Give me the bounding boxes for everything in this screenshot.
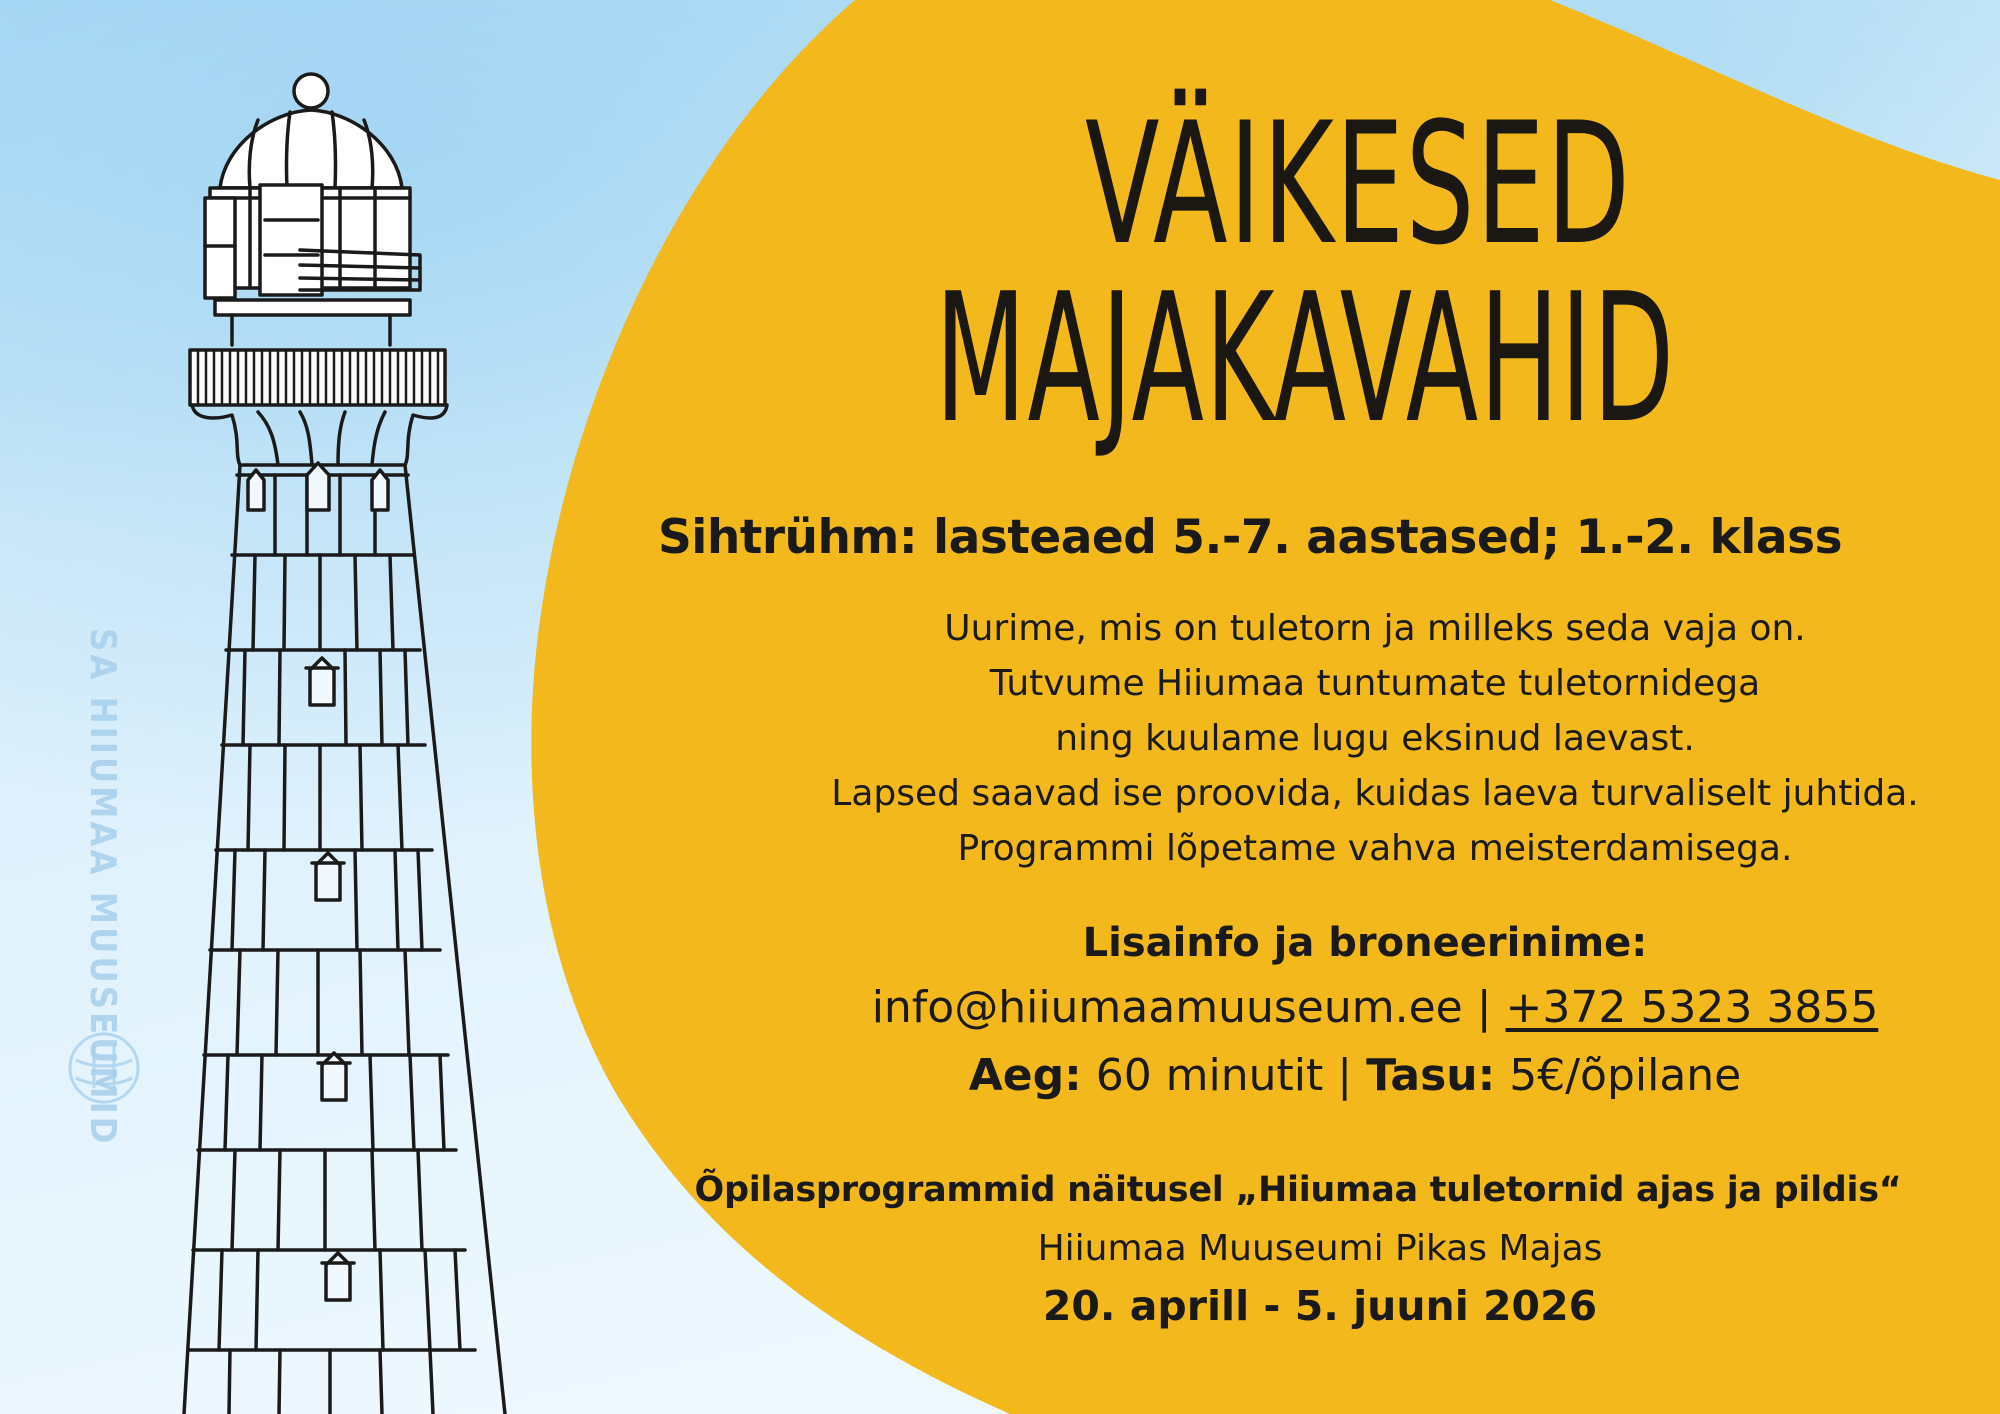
exhibition-title: Õpilasprogrammid näitusel „Hiiumaa tuletornid ajas ja pildis“ — [694, 1170, 1902, 1210]
description-line: Programmi lõpetame vahva meisterdamisega. — [957, 828, 1793, 869]
phone-link[interactable]: +372 5323 3855 — [1505, 982, 1879, 1033]
contact-separator: | — [1462, 982, 1506, 1033]
exhibition-dates: 20. aprill - 5. juuni 2026 — [1042, 1282, 1598, 1330]
time-value: 60 minutit | — [1081, 1050, 1367, 1101]
logo-text: SA HIIUMAA MUUSEUMID — [82, 628, 123, 1147]
booking-heading: Lisainfo ja broneerinime: — [1082, 920, 1648, 966]
fee-label: Tasu: — [1366, 1050, 1496, 1101]
description-line: Lapsed saavad ise proovida, kuidas laeva turvaliselt juhtida. — [831, 773, 1919, 814]
duration-fee-line — [675, 1050, 2000, 1101]
contact-line — [695, 982, 2000, 1033]
title-line-2: MAJAKAVAHID — [935, 255, 1676, 462]
poster-content — [640, 0, 2000, 1414]
exhibition-venue: Hiiumaa Muuseumi Pikas Majas — [1037, 1228, 1603, 1269]
email-link[interactable]: info@hiiumaamuuseum.ee — [871, 982, 1463, 1033]
title-line-1: VÄIKESED — [1085, 86, 1632, 282]
description-line: Uurime, mis on tuletorn ja milleks seda vaja on. — [944, 608, 1806, 649]
time-label: Aeg: — [968, 1050, 1082, 1101]
target-group: Sihtrühm: lasteaed 5.-7. aastased; 1.-2. klass — [657, 510, 1843, 565]
fee-value: 5€/õpilane — [1495, 1050, 1742, 1101]
description-line: ning kuulame lugu eksinud laevast. — [1055, 718, 1695, 759]
description-line: Tutvume Hiiumaa tuntumate tuletornidega — [989, 663, 1761, 704]
